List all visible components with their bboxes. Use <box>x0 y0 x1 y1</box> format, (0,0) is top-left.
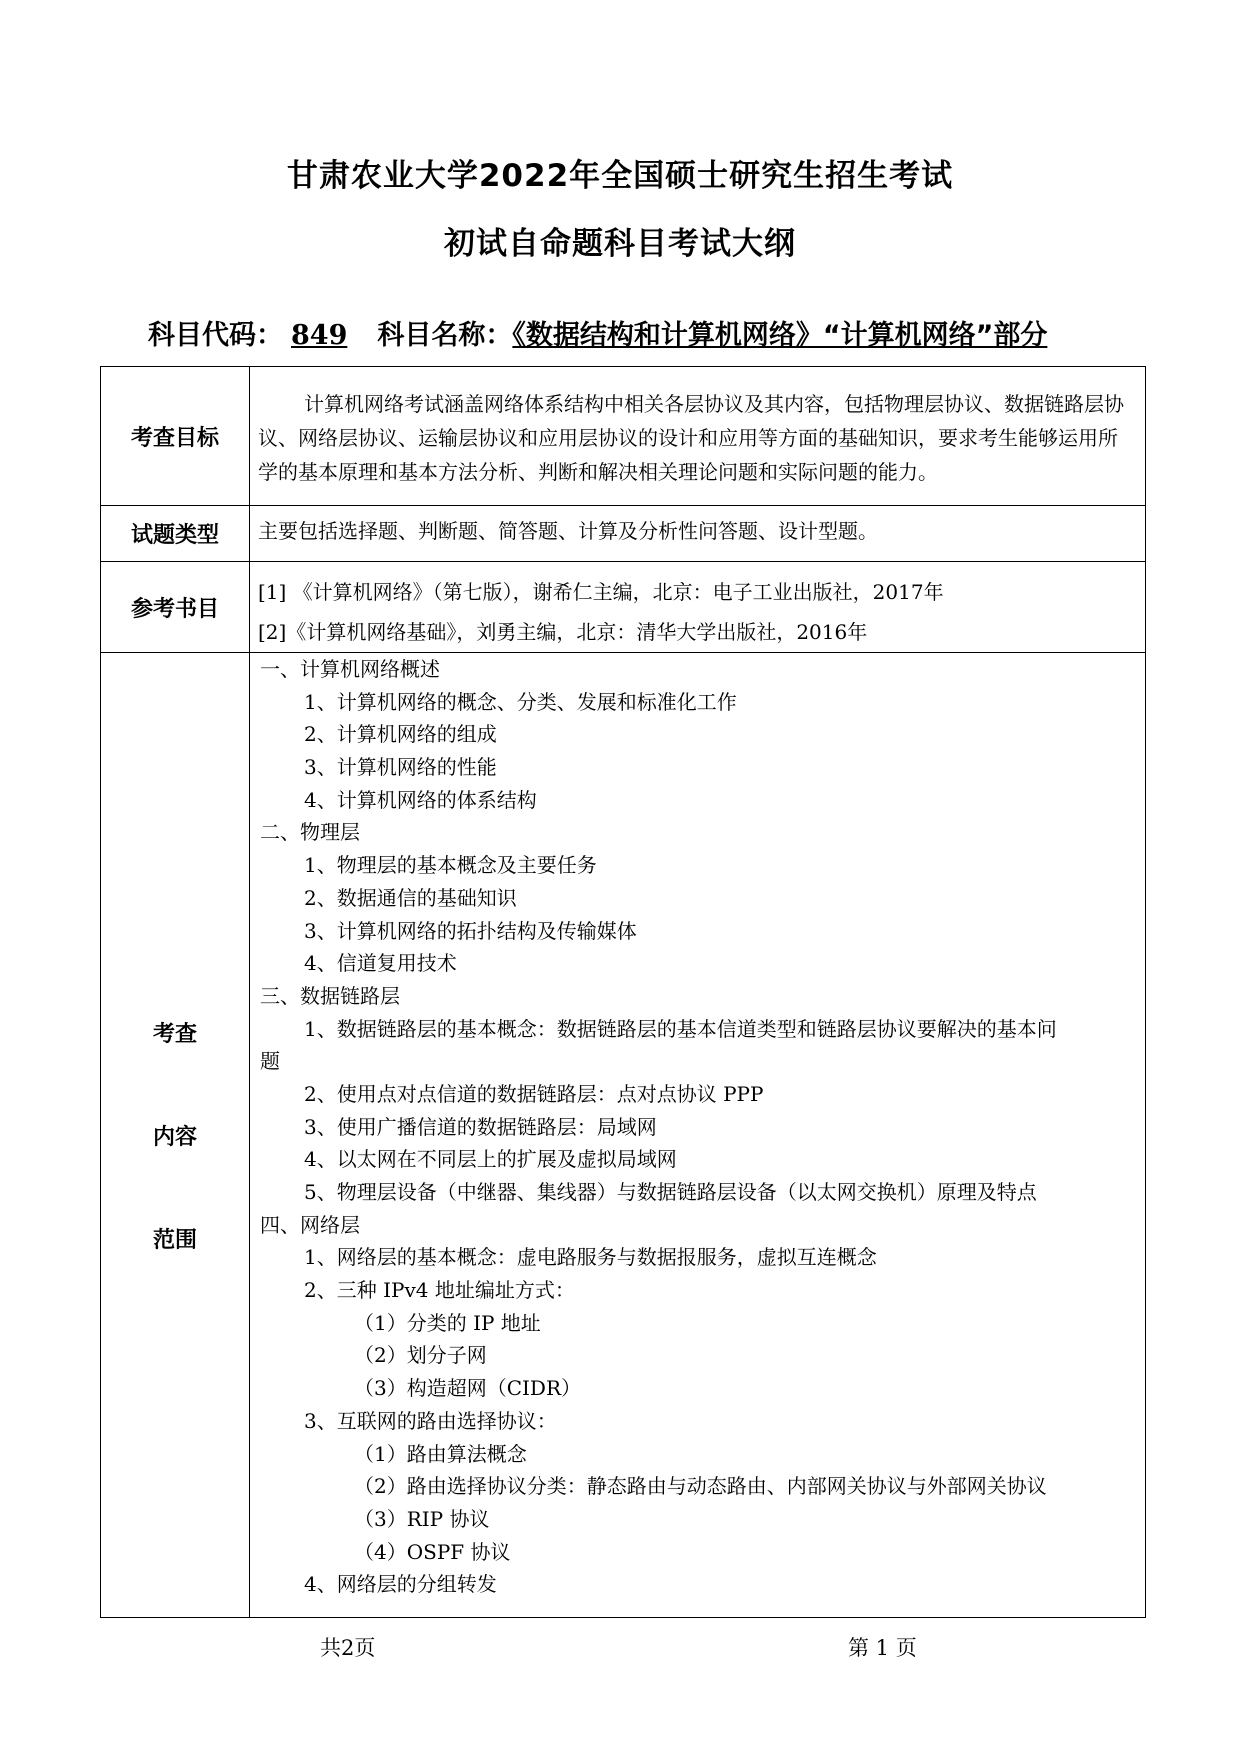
scope-label-2: 内容 <box>152 1124 197 1150</box>
scope-item: 2、使用点对点信道的数据链路层：点对点协议 PPP <box>304 1081 764 1106</box>
document-title: 甘肃农业大学2022年全国硕士研究生招生考试 <box>286 158 954 194</box>
goal-text: 计算机网络考试涵盖网络体系结构中相关各层协议及其内容，包括物理层协议、数据链路层协议、网络层协议、运输层协议和应用层协议的设计和应用等方面的基础知识，要求考生能够运用所学的基本原理和基本方法分析、判断和解决相关理论问题和实际问题的能力。 <box>258 392 1124 484</box>
type-row <box>101 506 1146 562</box>
scope-label-cell <box>101 653 250 1618</box>
subject-line <box>148 313 1047 352</box>
type-text: 主要包括选择题、判断题、简答题、计算及分析性问答题、设计型题。 <box>258 519 878 543</box>
book-item: [2]《计算机网络基础》，刘勇主编，北京：清华大学出版社，2016年 <box>258 620 868 644</box>
scope-item: 3、互联网的路由选择协议： <box>304 1408 557 1433</box>
subject-name-label: 科目名称： <box>377 320 513 351</box>
scope-item: （1）路由算法概念 <box>354 1441 527 1466</box>
goal-cell <box>250 367 1146 506</box>
books-cell <box>250 562 1146 653</box>
scope-item: 3、计算机网络的拓扑结构及传输媒体 <box>304 918 637 943</box>
scope-item: （2）划分子网 <box>354 1343 487 1368</box>
scope-cell <box>250 653 1146 1618</box>
goal-label: 考查目标 <box>101 367 250 506</box>
scope-item: 4、以太网在不同层上的扩展及虚拟局域网 <box>304 1147 677 1172</box>
scope-item: （1）分类的 IP 地址 <box>354 1310 541 1335</box>
scope-item: 5、物理层设备（中继器、集线器）与数据链路层设备（以太网交换机）原理及特点 <box>304 1180 1037 1204</box>
scope-item: 2、三种 IPv4 地址编址方式： <box>304 1278 575 1303</box>
scope-item: 3、计算机网络的性能 <box>304 755 497 780</box>
type-cell <box>250 506 1146 562</box>
scope-item: 4、计算机网络的体系结构 <box>304 787 537 812</box>
syllabus-table <box>100 366 1146 1618</box>
page-total: 共2页 <box>320 1636 376 1660</box>
books-row <box>101 562 1146 653</box>
scope-item: 4、网络层的分组转发 <box>304 1572 497 1597</box>
scope-label-1: 考查 <box>152 1021 197 1047</box>
subject-code-label: 科目代码： <box>148 320 283 351</box>
scope-item: （2）路由选择协议分类：静态路由与动态路由、内部网关协议与外部网关协议 <box>354 1474 1047 1499</box>
scope-list <box>258 653 1137 1601</box>
subject-code: 849 <box>291 320 348 351</box>
scope-label-3: 范围 <box>152 1227 197 1253</box>
scope-item: （4）OSPF 协议 <box>354 1539 511 1564</box>
book-item: [1] 《计算机网络》（第七版），谢希仁主编，北京：电子工业出版社，2017年 <box>258 580 944 604</box>
subject-name: 《数据结构和计算机网络》“计算机网络”部分 <box>512 320 1048 351</box>
books-label: 参考书目 <box>101 562 250 653</box>
type-label: 试题类型 <box>101 506 250 562</box>
document-subtitle: 初试自命题科目考试大纲 <box>444 226 796 262</box>
scope-section-heading: 题 <box>260 1049 280 1074</box>
scope-item: 3、使用广播信道的数据链路层：局域网 <box>304 1114 657 1139</box>
scope-item: 4、信道复用技术 <box>304 951 457 976</box>
scope-item: （3）构造超网（CIDR） <box>354 1376 582 1401</box>
scope-section-heading: 二、物理层 <box>260 820 360 845</box>
scope-item: 2、计算机网络的组成 <box>304 722 497 747</box>
scope-item: （3）RIP 协议 <box>354 1506 490 1531</box>
scope-item: 1、物理层的基本概念及主要任务 <box>304 853 597 878</box>
scope-section-heading: 一、计算机网络概述 <box>260 657 440 681</box>
scope-row <box>101 653 1146 1618</box>
page-current: 第 1 页 <box>848 1636 917 1660</box>
scope-section-heading: 三、数据链路层 <box>260 983 400 1008</box>
goal-row <box>101 367 1146 506</box>
scope-item: 1、数据链路层的基本概念：数据链路层的基本信道类型和链路层协议要解决的基本问 <box>304 1016 1057 1041</box>
scope-item: 2、数据通信的基础知识 <box>304 885 517 910</box>
scope-item: 1、计算机网络的概念、分类、发展和标准化工作 <box>304 689 737 714</box>
scope-section-heading: 四、网络层 <box>260 1212 360 1237</box>
scope-item: 1、网络层的基本概念：虚电路服务与数据报服务，虚拟互连概念 <box>304 1245 877 1270</box>
